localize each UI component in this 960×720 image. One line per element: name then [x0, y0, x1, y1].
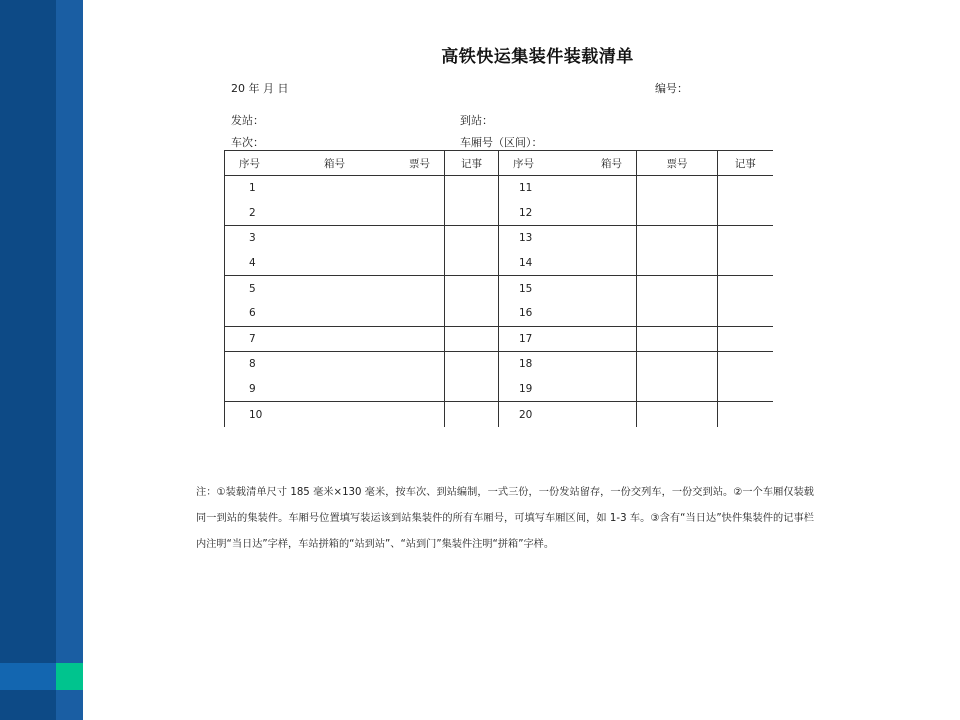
ticket-cell[interactable] — [637, 301, 718, 326]
table-header-row — [225, 151, 773, 176]
remarks-cell[interactable] — [718, 352, 773, 377]
remarks-cell[interactable] — [445, 251, 499, 276]
row-number-right: 13 — [499, 226, 637, 251]
remarks-cell[interactable] — [445, 352, 499, 377]
ticket-cell[interactable] — [637, 352, 718, 377]
document-title: 高铁快运集装件装载清单 — [441, 47, 634, 67]
remarks-cell[interactable] — [718, 326, 773, 352]
table-row — [225, 251, 773, 276]
row-number-left: 4 — [225, 251, 445, 276]
row-number-left: 7 — [225, 326, 445, 352]
row-number-left: 6 — [225, 301, 445, 326]
ticket-cell[interactable] — [637, 251, 718, 276]
row-number-right: 11 — [499, 176, 637, 201]
row-number-right: 16 — [499, 301, 637, 326]
remarks-cell[interactable] — [718, 226, 773, 251]
row-number-right: 18 — [499, 352, 637, 377]
destination-station-label: 到站： — [460, 114, 493, 127]
column-header: 票号 — [637, 151, 718, 176]
column-header: 箱号 — [324, 157, 345, 170]
ticket-cell[interactable] — [637, 377, 718, 402]
remarks-cell[interactable] — [718, 176, 773, 201]
serial-number-label: 编号： — [655, 82, 688, 95]
remarks-cell[interactable] — [445, 377, 499, 402]
column-header: 记事 — [718, 151, 773, 176]
column-header: 序号 — [513, 157, 534, 170]
table-row — [225, 276, 773, 301]
sidebar-dark-panel — [0, 0, 56, 720]
table-row — [225, 326, 773, 352]
remarks-cell[interactable] — [445, 301, 499, 326]
sidebar-accent-square — [56, 663, 83, 690]
row-number-left: 9 — [225, 377, 445, 402]
header-cell-right — [499, 151, 637, 176]
column-header: 箱号 — [601, 157, 622, 170]
remarks-cell[interactable] — [445, 326, 499, 352]
date-field: 20 年 月 日 — [231, 82, 289, 95]
row-number-left: 3 — [225, 226, 445, 251]
header-cell-left — [225, 151, 445, 176]
remarks-cell[interactable] — [445, 226, 499, 251]
ticket-cell[interactable] — [637, 201, 718, 226]
remarks-cell[interactable] — [718, 276, 773, 301]
table-row — [225, 301, 773, 326]
row-number-right: 12 — [499, 201, 637, 226]
row-number-right: 20 — [499, 402, 637, 427]
row-number-right: 17 — [499, 326, 637, 352]
table-row — [225, 201, 773, 226]
table-row — [225, 352, 773, 377]
remarks-cell[interactable] — [445, 201, 499, 226]
remarks-cell[interactable] — [718, 377, 773, 402]
sidebar-light-panel — [56, 0, 83, 720]
row-number-right: 19 — [499, 377, 637, 402]
train-number-label: 车次： — [231, 136, 264, 149]
remarks-cell[interactable] — [718, 251, 773, 276]
table-row — [225, 402, 773, 427]
row-number-left: 5 — [225, 276, 445, 301]
sidebar-band — [0, 663, 56, 690]
row-number-right: 14 — [499, 251, 637, 276]
table-row — [225, 226, 773, 251]
column-header: 记事 — [445, 151, 499, 176]
loading-list-table — [224, 150, 773, 427]
ticket-cell[interactable] — [637, 276, 718, 301]
row-number-left: 10 — [225, 402, 445, 427]
remarks-cell[interactable] — [445, 176, 499, 201]
remarks-cell[interactable] — [445, 402, 499, 427]
remarks-cell[interactable] — [718, 402, 773, 427]
ticket-cell[interactable] — [637, 402, 718, 427]
remarks-cell[interactable] — [445, 276, 499, 301]
row-number-left: 1 — [225, 176, 445, 201]
car-number-label: 车厢号（区间）： — [460, 136, 543, 149]
remarks-cell[interactable] — [718, 301, 773, 326]
origin-station-label: 发站： — [231, 114, 264, 127]
row-number-left: 2 — [225, 201, 445, 226]
ticket-cell[interactable] — [637, 226, 718, 251]
column-header: 序号 — [239, 157, 260, 170]
ticket-cell[interactable] — [637, 326, 718, 352]
remarks-cell[interactable] — [718, 201, 773, 226]
column-header: 票号 — [409, 157, 430, 170]
notes-paragraph: 注：①装载清单尺寸 185 毫米×130 毫米，按车次、到站编制，一式三份，一份发站留存，一份交列车，一份交到站。②一个车厢仅装载同一到站的集装件。车厢号位置填写装运该到站集装件的所有车厢号，可填写车厢区间，如 1-3 车。③含有“当日达”快件集装件的记事栏内注明“当日达”字样，车站拼箱的“站到站”、“站到门”集装件注明“拼箱”字样。 — [196, 487, 814, 550]
row-number-right: 15 — [499, 276, 637, 301]
row-number-left: 8 — [225, 352, 445, 377]
ticket-cell[interactable] — [637, 176, 718, 201]
table-row — [225, 377, 773, 402]
table-row — [225, 176, 773, 201]
